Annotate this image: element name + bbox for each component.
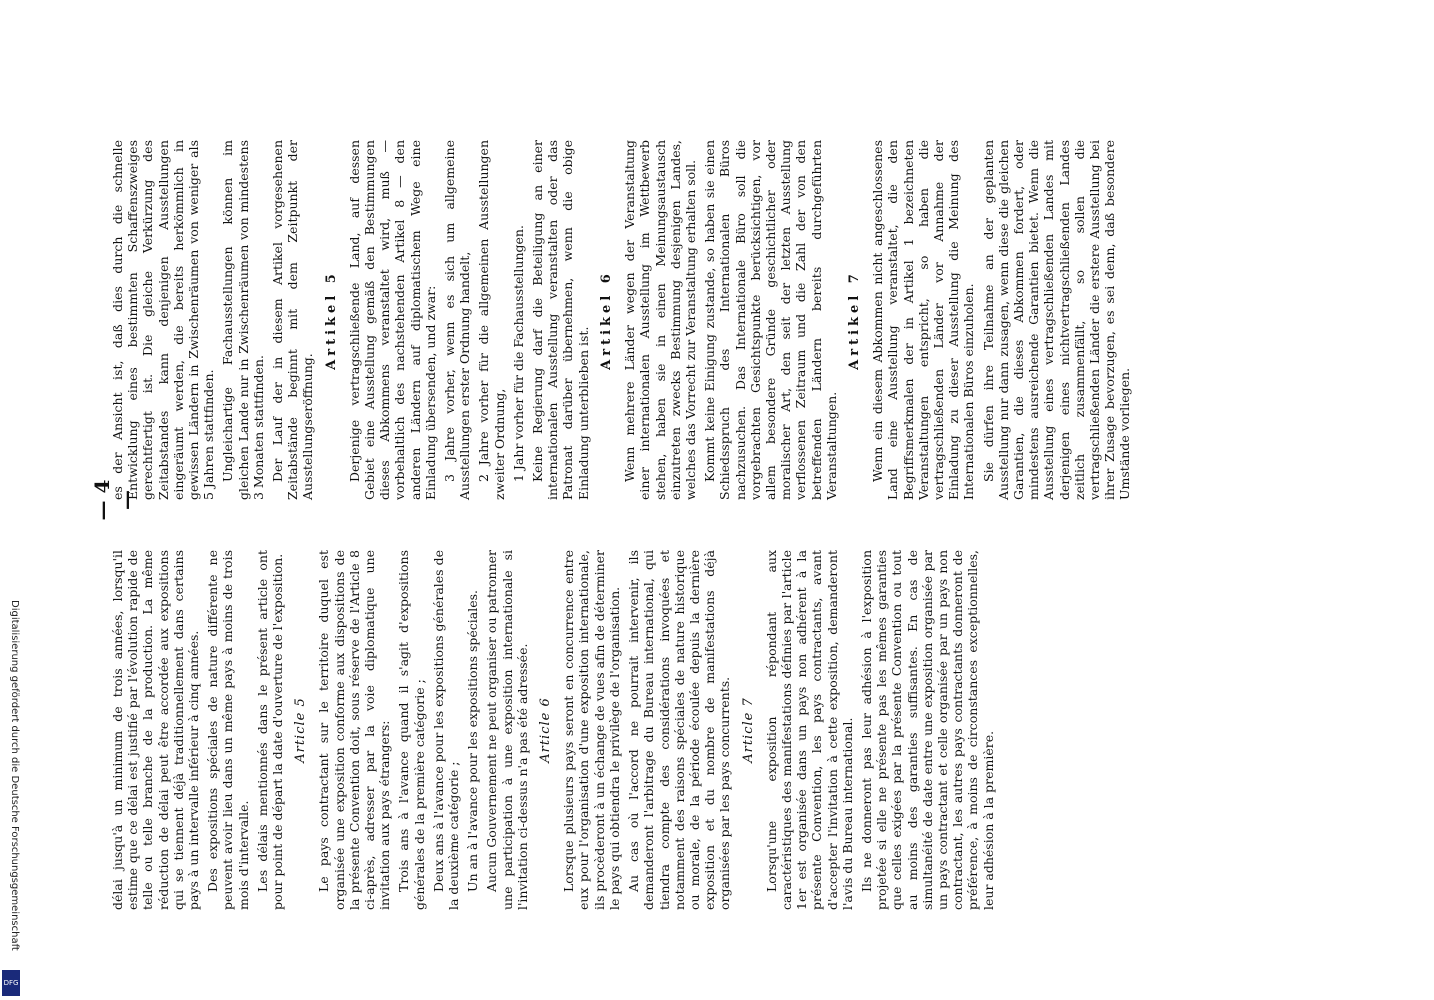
de-art5-l3: 1 Jahr vorher für die Fachausstellungen. <box>510 225 526 482</box>
de-art6-p1: Wenn mehrere Länder wegen der Veranstaltung einer internationalen Ausstellung im Wettbewerb stehen, haben sie in einen Meinungsaustausch einzutreten zwecks Bestimmung desjenigen Landes, welches das Vorrecht zur Veranstaltung erhalten soll. <box>622 140 698 500</box>
fr-art5-l2: Deux ans à l'avance pour les expositions générales de la deuxième catégorie ; <box>430 550 462 910</box>
fr-article-6-title: Article 6 <box>538 697 554 763</box>
dfg-logo: DFG <box>2 970 20 996</box>
de-art5-p2: Keine Regierung darf die Beteiligung an einer internationalen Ausstellung veranstalten oder das Patronat darüber übernehmen, wenn die obige Einladung unterblieben ist. <box>530 140 591 500</box>
fr-art5-p2: Aucun Gouvernement ne peut organiser ou patronner une participation à une exposition internationale si l'invitation ci-dessus n'a pas été adressée. <box>484 550 530 910</box>
fr-art5-l3: Un an à l'avance pour les expositions spéciales. <box>465 589 481 892</box>
fr-art5-l1: Trois ans à l'avance quand il s'agit d'expositions générales de la première catégorie ; <box>396 550 427 910</box>
de-art7-p1: Wenn ein diesem Abkommen nicht angeschlossenes Land eine Ausstellung veranstaltet, die den Begriffsmerkmalen der in Artikel 1 bezeichneten Veranstaltungen entspricht, so haben die vertragschließenden Länder vor Annahme der Einladung zu dieser Ausstellung die Meinung des Internationalen Büros einzuholen. <box>870 140 977 500</box>
fr-article-7-title: Article 7 <box>740 697 756 763</box>
de-art5-l1: 3 Jahre vorher, wenn es sich um allgemeine Ausstellungen erster Ordnung handelt, <box>442 140 473 500</box>
fr-art6-p2: Au cas où l'accord ne pourrait intervenir, ils demanderont l'arbitrage du Bureau international, qui tiendra compte des considérations invoquées et notamment des raisons spéciales de nature historique ou morale, de la période écoulée depuis la dernière exposition et du nombre de manifestations déjà organisées par les pays concurrents. <box>626 550 733 910</box>
page-number: — 4 — <box>90 479 138 521</box>
french-column <box>110 550 1000 910</box>
de-art6-p2: Kommt keine Einigung zustande, so haben sie einen Schiedsspruch des Internationalen Büros nachzusuchen. Das Internationale Büro soll die vorgebrachten Gesichtspunkte berücksichtigen, vor allem besondere Gründe geschichtlicher oder moralischer Art, den seit der letzten Ausstellung verflossenen Zeitraum und die Zahl der von den betreffenden Ländern bereits durchgeführten Veranstaltungen. <box>702 140 839 500</box>
de-article-5-title: Artikel 5 <box>323 270 339 370</box>
de-intro-p2: Ungleichartige Fachausstellungen können im gleichen Lande nur in Zwischenräumen von mindestens 3 Monaten stattfinden. <box>220 140 266 500</box>
fr-intro-p2: Des expositions spéciales de nature différente ne peuvent avoir lieu dans un même pays à moins de trois mois d'intervalle. <box>205 550 251 910</box>
fr-art5-p1: Le pays contractant sur le territoire duquel est organisée une exposition conforme aux dispositions de la présente Convention doit, sous réserve de l'Article 8 ci-après, adresser par la voie diplomatique une invitation aux pays étrangers: <box>316 550 393 910</box>
german-column <box>110 140 1137 500</box>
fr-art6-p1: Lorsque plusieurs pays seront en concurrence entre eux pour l'organisation d'une exposition internationale, ils procèderont à un échange de vues afin de déterminer le pays qui obtiendra le privilège de l'organisation. <box>561 550 622 910</box>
de-intro-p1: es der Ansicht ist, daß dies durch die schnelle Entwicklung eines bestimmten Schaffenszweiges gerechtfertigt ist. Die gleiche Verkürzung des Zeitabstandes kann denjenigen Ausstellungen eingeräumt werden, die bereits herkömmlich in gewissen Ländern in Zwischenräumen von weniger als 5 Jahren stattfinden. <box>110 140 217 500</box>
fr-intro-p1: délai jusqu'à un minimum de trois années, lorsqu'il estime que ce délai est justifié par l'évolution rapide de telle ou telle branche de la production. La même réduction de délai peut être accordée aux expositions qui se tiennent déjà traditionnellement dans certains pays à un intervalle inférieur à cinq années. <box>110 550 202 910</box>
de-intro-p3: Der Lauf der in diesem Artikel vorgesehenen Zeitabstände beginnt mit dem Zeitpunkt der Ausstellungseröffnung. <box>270 140 316 500</box>
fr-article-5-title: Article 5 <box>293 697 309 763</box>
de-art7-p2: Sie dürfen ihre Teilnahme an der geplanten Ausstellung nur dann zusagen, wenn diese die gleichen Garantien, die dieses Abkommen fordert, oder mindestens ausreichende Garantien bietet. Wenn die Ausstellung eines vertragschließenden Landes mit derjenigen eines nichtvertragschließenden Landes zeitlich zusammenfällt, so sollen die vertragschließenden Länder die erstere Ausstellung bei ihrer Zusage bevorzugen, es sei denn, daß besondere Umstände vorliegen. <box>980 140 1133 500</box>
fr-art7-p1: Lorsqu'une exposition répondant aux caractéristiques des manifestations définies par l'article 1er est organisée dans un pays non adhérent à la présente Convention, les pays contractants, avant d'accepter l'invitation à cette exposition, demanderont l'avis du Bureau international. <box>763 550 855 910</box>
de-article-6-title: Artikel 6 <box>598 270 614 370</box>
de-article-7-title: Artikel 7 <box>846 270 862 370</box>
digitization-credit: Digitalisierung gefördert durch die Deutsche Forschungsgemeinschaft <box>9 600 20 951</box>
de-art5-p1: Derjenige vertragschließende Land, auf dessen Gebiet eine Ausstellung gemäß den Bestimmungen dieses Abkommens veranstaltet wird, muß — vorbehaltlich des nachstehenden Artikel 8 — den anderen Ländern auf diplomatischem Wege eine Einladung übersenden, und zwar: <box>346 140 438 500</box>
fr-art7-p2: Ils ne donneront pas leur adhésion à l'exposition projetée si elle ne présente pas les mêmes garanties que celles exigées par la présente Convention ou tout au moins des garanties suffisantes. En cas de simultanéité de date entre une exposition organisée par un pays contractant et celle organisée par un pays non contractant, les autres pays contractants donneront de préférence, à moins de circonstances exceptionnelles, leur adhésion à la première. <box>858 550 996 910</box>
fr-intro-p3: Les délais mentionnés dans le présent article ont pour point de départ la date d'ouverture de l'exposition. <box>254 550 286 910</box>
de-art5-l2: 2 Jahre vorher für die allgemeinen Ausstellungen zweiter Ordnung, <box>476 140 507 500</box>
